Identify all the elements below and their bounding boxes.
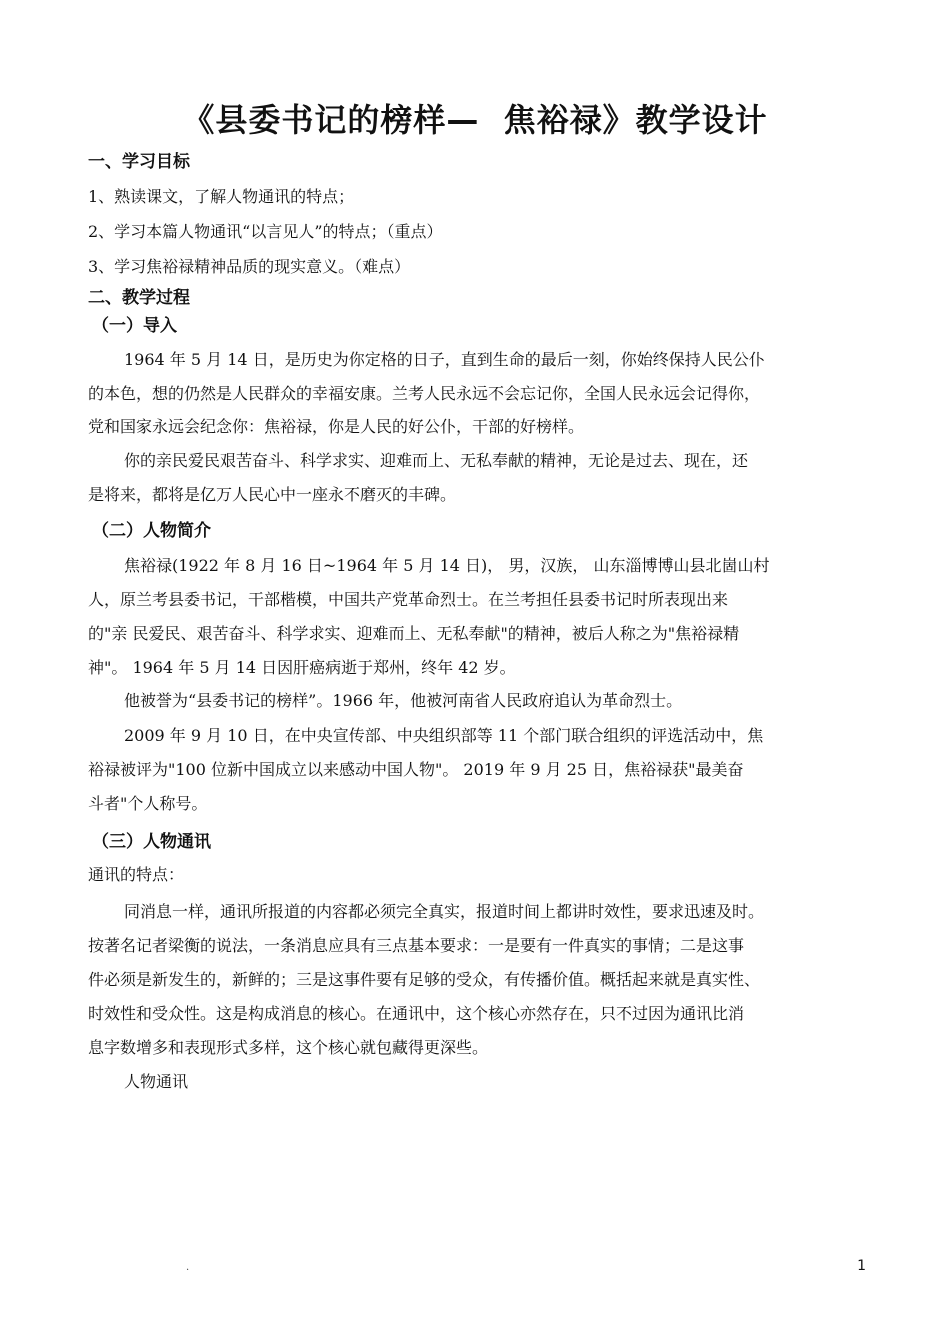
bio-line: 的"亲 民爱民、艰苦奋斗、科学求实、迎难而上、无私奉献"的精神，被后人称之为"焦裕禄精: [88, 624, 740, 643]
heading-process: 二、教学过程: [88, 288, 190, 308]
bio-line: 斗者"个人称号。: [88, 794, 208, 813]
footer-dot: .: [186, 1262, 190, 1273]
comm-label: 通讯的特点：: [88, 865, 185, 884]
intro-line: 是将来，都将是亿万人民心中一座永不磨灭的丰碑。: [88, 485, 457, 504]
bio-line: 裕禄被评为"100 位新中国成立以来感动中国人物"。 2019 年 9 月 25 日，焦裕禄获"最美奋: [88, 760, 744, 779]
bio-line: 他被誉为“县委书记的榜样”。1966 年，他被河南省人民政府追认为革命烈士。: [124, 691, 683, 710]
bio-line: 人，原兰考县委书记，干部楷模，中国共产党革命烈士。在兰考担任县委书记时所表现出来: [88, 590, 729, 609]
heading-goals: 一、学习目标: [88, 152, 190, 172]
page-number: 1: [857, 1258, 866, 1274]
page-title: 《县委书记的榜样— 焦裕禄》教学设计: [182, 101, 768, 139]
bio-line: 焦裕禄(1922 年 8 月 16 日~1964 年 5 月 14 日)， 男，汉族， 山东淄博博山县北崮山村: [124, 556, 770, 575]
heading-bio: （二）人物简介: [92, 521, 211, 541]
goal-item: 3、学习焦裕禄精神品质的现实意义。（难点）: [88, 257, 411, 276]
comm-line: 件必须是新发生的，新鲜的；三是这事件要有足够的受众，有传播价值。概括起来就是真实性、: [88, 970, 761, 989]
intro-line: 你的亲民爱民艰苦奋斗、科学求实、迎难而上、无私奉献的精神，无论是过去、现在，还: [124, 451, 749, 470]
goal-item: 2、学习本篇人物通讯“以言见人”的特点；（重点）: [88, 222, 443, 241]
heading-intro: （一）导入: [92, 316, 177, 336]
goal-item: 1、熟读课文，了解人物通讯的特点；: [88, 187, 355, 206]
comm-line: 息字数增多和表现形式多样，这个核心就包藏得更深些。: [88, 1038, 489, 1057]
heading-communication: （三）人物通讯: [92, 832, 211, 852]
intro-line: 1964 年 5 月 14 日，是历史为你定格的日子，直到生命的最后一刻，你始终保持人民公仆: [124, 350, 765, 369]
intro-line: 的本色，想的仍然是人民群众的幸福安康。兰考人民永远不会忘记你，全国人民永远会记得你，: [88, 384, 761, 403]
intro-line: 党和国家永远会纪念你：焦裕禄，你是人民的好公仆，干部的好榜样。: [88, 417, 585, 436]
bio-line: 神"。 1964 年 5 月 14 日因肝癌病逝于郑州，终年 42 岁。: [88, 658, 516, 677]
bio-line: 2009 年 9 月 10 日，在中央宣传部、中央组织部等 11 个部门联合组织的评选活动中，焦: [124, 726, 764, 745]
comm-line: 按著名记者梁衡的说法，一条消息应具有三点基本要求：一是要有一件真实的事情；二是这事: [88, 936, 745, 955]
comm-line: 同消息一样，通讯所报道的内容都必须完全真实，报道时间上都讲时效性，要求迅速及时。: [124, 902, 765, 921]
comm-line: 人物通讯: [124, 1072, 189, 1091]
comm-line: 时效性和受众性。这是构成消息的核心。在通讯中，这个核心亦然存在，只不过因为通讯比消: [88, 1004, 745, 1023]
